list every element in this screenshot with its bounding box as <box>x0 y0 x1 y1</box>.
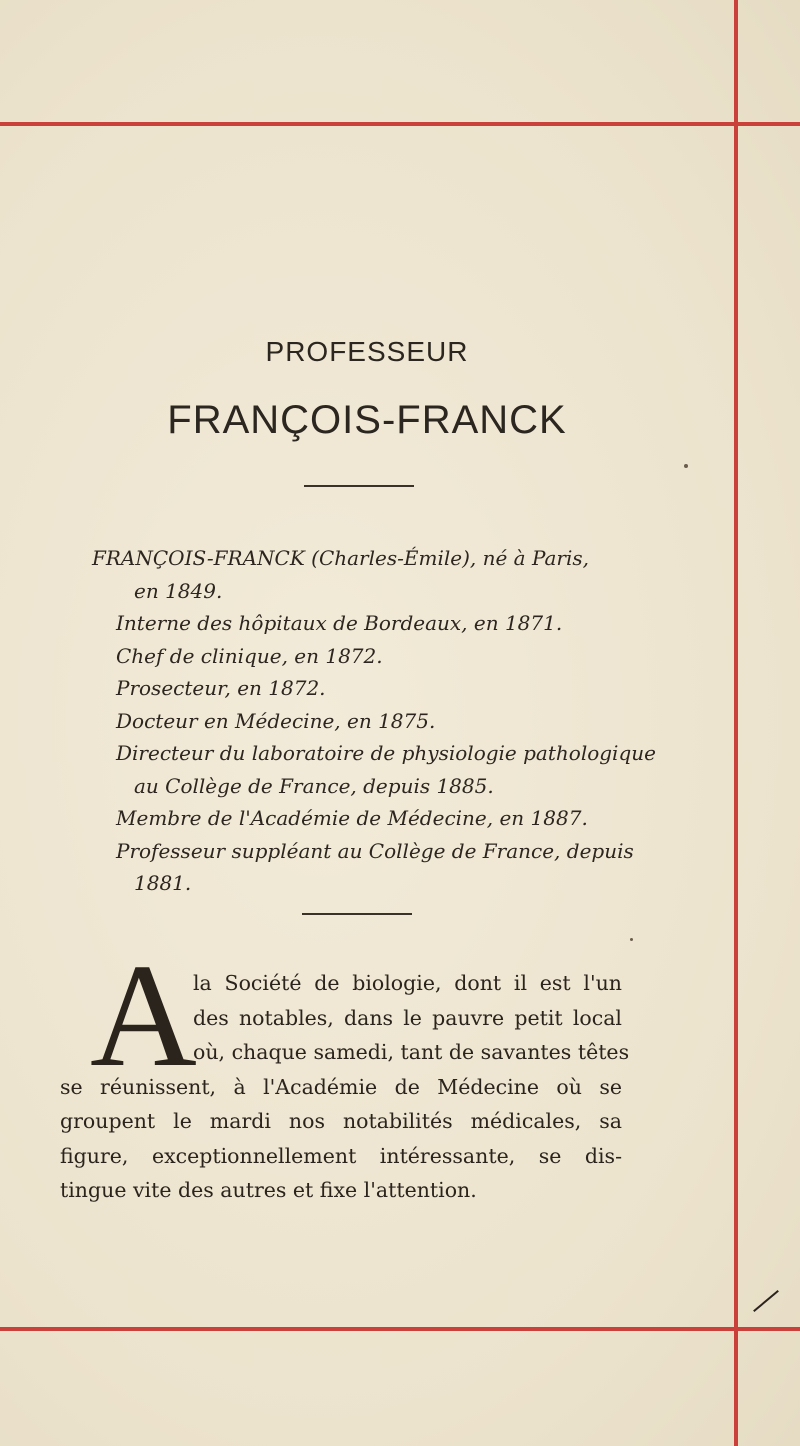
biography-line: Prosecteur, en 1872. <box>116 676 326 700</box>
biography-line: Docteur en Médecine, en 1875. <box>116 708 436 733</box>
paper-speck <box>630 938 633 941</box>
paragraph-line: figure, exceptionnellement intéressante, se dis- <box>60 1143 622 1168</box>
biography-line: au Collège de France, depuis 1885. <box>134 773 494 798</box>
drop-cap: A <box>90 934 197 1098</box>
paragraph-line: où, chaque samedi, tant de savantes têtes <box>193 1040 630 1064</box>
paragraph-line: groupent le mardi nos notabilités médicales, sa <box>60 1109 622 1133</box>
biography-line: 1881. <box>134 871 192 895</box>
page-heading-name: FRANÇOIS-FRANCK <box>167 398 567 442</box>
paper-speck <box>684 464 688 468</box>
biography-line: Professeur suppléant au Collège de France, depuis <box>116 838 634 863</box>
frame-right-rule <box>734 0 738 1446</box>
paragraph-line: la Société de biologie, dont il est l'un <box>193 971 622 995</box>
body-paragraph <box>60 966 630 1208</box>
divider-bottom <box>302 913 412 915</box>
frame-top-rule <box>0 122 800 126</box>
biography-line: Directeur du laboratoire de physiologie pathologique <box>116 741 656 765</box>
biography-block <box>92 542 662 900</box>
frame-bottom-rule <box>0 1327 800 1331</box>
biography-line: Membre de l'Académie de Médecine, en 1887. <box>116 806 588 830</box>
paragraph-line: tingue vite des autres et fixe l'attention. <box>60 1178 477 1202</box>
pencil-mark <box>753 1290 779 1312</box>
biography-line: Chef de clinique, en 1872. <box>116 643 383 668</box>
paragraph-line: des notables, dans le pauvre petit local <box>193 1005 622 1030</box>
page-heading-professor: PROFESSEUR <box>265 336 469 367</box>
biography-line: Interne des hôpitaux de Bordeaux, en 1871. <box>116 611 563 635</box>
biography-line: en 1849. <box>134 578 223 603</box>
divider-top <box>304 485 414 487</box>
biography-line: FRANÇOIS-FRANCK (Charles-Émile), né à Paris, <box>92 546 590 570</box>
paragraph-line: se réunissent, à l'Académie de Médecine où se <box>60 1074 622 1099</box>
